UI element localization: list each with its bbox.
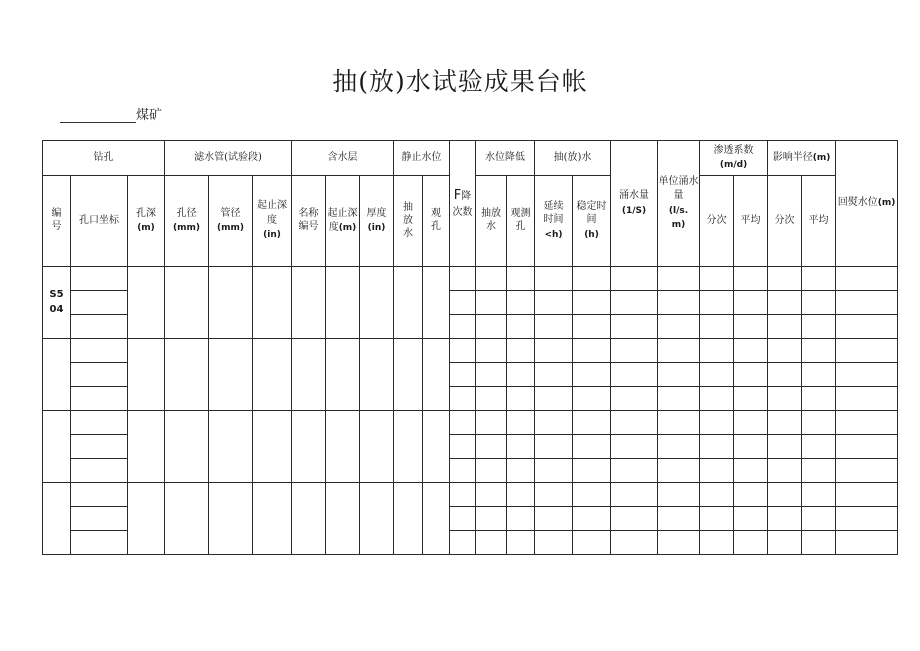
header-stable-time: 稳定时间(h) [573, 176, 611, 267]
cell-inflow[interactable] [611, 483, 658, 507]
cell-unit-inflow[interactable] [658, 411, 700, 435]
cell-depth[interactable] [128, 483, 165, 555]
mine-name-blank[interactable] [60, 108, 136, 123]
cell-radius-sub[interactable] [768, 315, 802, 339]
cell-aquifer-range[interactable] [326, 267, 360, 339]
cell-drawdown-pump[interactable] [476, 531, 507, 555]
cell-inflow[interactable] [611, 411, 658, 435]
cell-duration[interactable] [535, 315, 573, 339]
cell-static-pump[interactable] [394, 483, 423, 555]
header-drawdown-times: F降次数 [450, 141, 476, 267]
cell-duration[interactable] [535, 387, 573, 411]
cell-stable-time[interactable] [573, 387, 611, 411]
cell-number[interactable] [43, 411, 71, 483]
cell-pipe-range[interactable] [253, 339, 292, 411]
cell-stable-time[interactable] [573, 411, 611, 435]
header-drawdown-pump: 抽放水 [476, 176, 507, 267]
cell-duration[interactable] [535, 339, 573, 363]
cell-coords[interactable] [71, 507, 128, 531]
cell-duration[interactable] [535, 507, 573, 531]
cell-drawdown-pump[interactable] [476, 387, 507, 411]
cell-tube-dia[interactable] [209, 483, 253, 555]
cell-duration[interactable] [535, 531, 573, 555]
cell-coords[interactable] [71, 531, 128, 555]
cell-perm-sub[interactable] [700, 315, 734, 339]
header-coords: 孔口坐标 [71, 176, 128, 267]
cell-radius-avg[interactable] [802, 531, 836, 555]
cell-stable-time[interactable] [573, 483, 611, 507]
header-aquifer-name: 名称编号 [292, 176, 326, 267]
cell-drawdown-times[interactable] [450, 483, 476, 507]
cell-recovery-level[interactable] [836, 435, 898, 459]
header-duration: 延续时间 <h) [535, 176, 573, 267]
cell-radius-avg[interactable] [802, 363, 836, 387]
page-title: 抽(放)水试验成果台帐 [332, 67, 588, 96]
cell-drawdown-obs[interactable] [507, 507, 535, 531]
cell-radius-sub[interactable] [768, 483, 802, 507]
cell-stable-time[interactable] [573, 507, 611, 531]
cell-drawdown-times[interactable] [450, 435, 476, 459]
header-drawdown-obs: 观测孔 [507, 176, 535, 267]
cell-drawdown-times[interactable] [450, 339, 476, 363]
group-permeability: 渗透系数(m/d) [700, 141, 768, 176]
group-filter-pipe: 滤水管(试验段) [165, 141, 292, 176]
cell-stable-time[interactable] [573, 435, 611, 459]
cell-perm-avg[interactable] [734, 315, 768, 339]
cell-radius-sub[interactable] [768, 339, 802, 363]
cell-number[interactable] [43, 339, 71, 411]
cell-aquifer-thickness[interactable] [360, 339, 394, 411]
cell-drawdown-obs[interactable] [507, 531, 535, 555]
group-aquifer: 含水层 [292, 141, 394, 176]
header-aquifer-range: 起止深度(m) [326, 176, 360, 267]
cell-inflow[interactable] [611, 291, 658, 315]
cell-recovery-level[interactable] [836, 531, 898, 555]
cell-unit-inflow[interactable] [658, 339, 700, 363]
cell-radius-avg[interactable] [802, 435, 836, 459]
cell-drawdown-times[interactable] [450, 387, 476, 411]
cell-radius-avg[interactable] [802, 387, 836, 411]
cell-radius-sub[interactable] [768, 363, 802, 387]
cell-drawdown-obs[interactable] [507, 411, 535, 435]
group-header-row [43, 141, 898, 176]
cell-perm-sub[interactable] [700, 267, 734, 291]
cell-coords[interactable] [71, 363, 128, 387]
cell-recovery-level[interactable] [836, 387, 898, 411]
cell-depth[interactable] [128, 267, 165, 339]
cell-radius-avg[interactable] [802, 411, 836, 435]
cell-drawdown-obs[interactable] [507, 387, 535, 411]
header-inflow: 涌水量 (1/S) [611, 141, 658, 267]
cell-aquifer-thickness[interactable] [360, 411, 394, 483]
cell-radius-sub[interactable] [768, 387, 802, 411]
cell-perm-avg[interactable] [734, 339, 768, 363]
cell-radius-avg[interactable] [802, 507, 836, 531]
cell-coords[interactable] [71, 459, 128, 483]
cell-drawdown-pump[interactable] [476, 339, 507, 363]
cell-drawdown-pump[interactable] [476, 507, 507, 531]
cell-radius-sub[interactable] [768, 435, 802, 459]
cell-perm-avg[interactable] [734, 387, 768, 411]
cell-inflow[interactable] [611, 363, 658, 387]
cell-unit-inflow[interactable] [658, 267, 700, 291]
group-pumping: 抽(放)水 [535, 141, 611, 176]
cell-drawdown-pump[interactable] [476, 291, 507, 315]
cell-unit-inflow[interactable] [658, 363, 700, 387]
cell-drawdown-pump[interactable] [476, 411, 507, 435]
table-row [43, 483, 898, 507]
cell-perm-avg[interactable] [734, 267, 768, 291]
cell-radius-avg[interactable] [802, 483, 836, 507]
cell-static-obs[interactable] [423, 339, 450, 411]
cell-recovery-level[interactable] [836, 483, 898, 507]
cell-radius-sub[interactable] [768, 507, 802, 531]
cell-duration[interactable] [535, 459, 573, 483]
cell-drawdown-obs[interactable] [507, 267, 535, 291]
cell-pipe-dia[interactable] [165, 411, 209, 483]
cell-recovery-level[interactable] [836, 363, 898, 387]
cell-static-obs[interactable] [423, 483, 450, 555]
header-pipe-dia: 孔径 (mm) [165, 176, 209, 267]
cell-recovery-level[interactable] [836, 315, 898, 339]
cell-static-pump[interactable] [394, 267, 423, 339]
cell-drawdown-pump[interactable] [476, 483, 507, 507]
cell-drawdown-obs[interactable] [507, 291, 535, 315]
cell-inflow[interactable] [611, 315, 658, 339]
cell-depth[interactable] [128, 411, 165, 483]
cell-perm-avg[interactable] [734, 435, 768, 459]
results-ledger-table [42, 140, 898, 555]
cell-inflow[interactable] [611, 531, 658, 555]
header-pipe-range: 起止深度 (in) [253, 176, 292, 267]
group-drawdown: 水位降低 [476, 141, 535, 176]
cell-drawdown-pump[interactable] [476, 363, 507, 387]
cell-unit-inflow[interactable] [658, 315, 700, 339]
ledger-body [43, 267, 898, 555]
cell-aquifer-name[interactable] [292, 267, 326, 339]
cell-pipe-range[interactable] [253, 267, 292, 339]
cell-aquifer-name[interactable] [292, 411, 326, 483]
cell-coords[interactable] [71, 315, 128, 339]
cell-aquifer-thickness[interactable] [360, 483, 394, 555]
cell-inflow[interactable] [611, 435, 658, 459]
cell-coords[interactable] [71, 387, 128, 411]
cell-aquifer-name[interactable] [292, 483, 326, 555]
cell-perm-sub[interactable] [700, 483, 734, 507]
cell-static-obs[interactable] [423, 267, 450, 339]
header-radius-avg: 平均 [802, 176, 836, 267]
cell-perm-sub[interactable] [700, 531, 734, 555]
cell-perm-avg[interactable] [734, 507, 768, 531]
cell-radius-avg[interactable] [802, 291, 836, 315]
record-number-line1: S5 [49, 289, 64, 300]
cell-drawdown-obs[interactable] [507, 483, 535, 507]
cell-drawdown-obs[interactable] [507, 315, 535, 339]
cell-perm-avg[interactable] [734, 483, 768, 507]
cell-drawdown-obs[interactable] [507, 339, 535, 363]
cell-stable-time[interactable] [573, 339, 611, 363]
cell-inflow[interactable] [611, 339, 658, 363]
cell-drawdown-times[interactable] [450, 267, 476, 291]
cell-aquifer-range[interactable] [326, 411, 360, 483]
cell-drawdown-obs[interactable] [507, 435, 535, 459]
cell-recovery-level[interactable] [836, 411, 898, 435]
cell-stable-time[interactable] [573, 459, 611, 483]
cell-drawdown-times[interactable] [450, 507, 476, 531]
cell-inflow[interactable] [611, 267, 658, 291]
header-static-obs: 观孔 [423, 176, 450, 267]
cell-drawdown-obs[interactable] [507, 363, 535, 387]
cell-drawdown-times[interactable] [450, 315, 476, 339]
cell-stable-time[interactable] [573, 531, 611, 555]
header-aquifer-thickness: 厚度 (in) [360, 176, 394, 267]
cell-stable-time[interactable] [573, 315, 611, 339]
mine-label: 煤矿 [136, 108, 163, 123]
cell-perm-sub[interactable] [700, 339, 734, 363]
mine-name-line [60, 104, 162, 123]
table-row [43, 267, 898, 291]
group-borehole: 钻孔 [43, 141, 165, 176]
cell-unit-inflow[interactable] [658, 435, 700, 459]
header-static-pump: 抽放水 [394, 176, 423, 267]
cell-radius-avg[interactable] [802, 459, 836, 483]
header-tube-dia: 管径 (mm) [209, 176, 253, 267]
cell-stable-time[interactable] [573, 291, 611, 315]
cell-tube-dia[interactable] [209, 267, 253, 339]
cell-duration[interactable] [535, 267, 573, 291]
cell-perm-avg[interactable] [734, 363, 768, 387]
cell-coords[interactable] [71, 339, 128, 363]
cell-duration[interactable] [535, 411, 573, 435]
header-radius-sub: 分次 [768, 176, 802, 267]
cell-perm-avg[interactable] [734, 411, 768, 435]
cell-unit-inflow[interactable] [658, 483, 700, 507]
cell-perm-sub[interactable] [700, 291, 734, 315]
cell-depth[interactable] [128, 339, 165, 411]
cell-radius-avg[interactable] [802, 315, 836, 339]
record-number-line2: 04 [49, 303, 64, 315]
cell-number[interactable] [43, 267, 71, 339]
cell-recovery-level[interactable] [836, 267, 898, 291]
cell-aquifer-name[interactable] [292, 339, 326, 411]
cell-coords[interactable] [71, 435, 128, 459]
cell-perm-sub[interactable] [700, 363, 734, 387]
cell-duration[interactable] [535, 483, 573, 507]
cell-inflow[interactable] [611, 507, 658, 531]
header-depth: 孔深(m) [128, 176, 165, 267]
cell-tube-dia[interactable] [209, 411, 253, 483]
cell-drawdown-pump[interactable] [476, 435, 507, 459]
cell-perm-sub[interactable] [700, 459, 734, 483]
cell-perm-avg[interactable] [734, 291, 768, 315]
cell-recovery-level[interactable] [836, 459, 898, 483]
cell-pipe-dia[interactable] [165, 339, 209, 411]
cell-perm-sub[interactable] [700, 411, 734, 435]
cell-radius-sub[interactable] [768, 459, 802, 483]
cell-coords[interactable] [71, 411, 128, 435]
cell-coords[interactable] [71, 267, 128, 291]
cell-recovery-level[interactable] [836, 339, 898, 363]
header-recovery-level: 回熨水位(m) [836, 141, 898, 267]
cell-tube-dia[interactable] [209, 339, 253, 411]
cell-number[interactable] [43, 483, 71, 555]
cell-static-obs[interactable] [423, 411, 450, 483]
cell-radius-sub[interactable] [768, 291, 802, 315]
cell-drawdown-times[interactable] [450, 411, 476, 435]
group-influence-radius: 影响半径(m) [768, 141, 836, 176]
cell-aquifer-range[interactable] [326, 483, 360, 555]
cell-unit-inflow[interactable] [658, 291, 700, 315]
cell-perm-sub[interactable] [700, 435, 734, 459]
cell-coords[interactable] [71, 483, 128, 507]
group-static-level: 静止水位 [394, 141, 450, 176]
cell-duration[interactable] [535, 435, 573, 459]
cell-perm-sub[interactable] [700, 387, 734, 411]
cell-pipe-dia[interactable] [165, 267, 209, 339]
header-perm-sub: 分次 [700, 176, 734, 267]
cell-aquifer-range[interactable] [326, 339, 360, 411]
header-number: 编号 [43, 176, 71, 267]
header-unit-inflow: 单位涌水量 (l/s. m) [658, 141, 700, 267]
table-row [43, 339, 898, 363]
cell-drawdown-obs[interactable] [507, 459, 535, 483]
cell-drawdown-times[interactable] [450, 531, 476, 555]
cell-drawdown-pump[interactable] [476, 459, 507, 483]
cell-radius-sub[interactable] [768, 411, 802, 435]
cell-unit-inflow[interactable] [658, 531, 700, 555]
cell-drawdown-pump[interactable] [476, 315, 507, 339]
table-row [43, 411, 898, 435]
cell-stable-time[interactable] [573, 267, 611, 291]
cell-drawdown-times[interactable] [450, 363, 476, 387]
cell-unit-inflow[interactable] [658, 459, 700, 483]
cell-radius-sub[interactable] [768, 267, 802, 291]
header-perm-avg: 平均 [734, 176, 768, 267]
cell-perm-sub[interactable] [700, 507, 734, 531]
cell-recovery-level[interactable] [836, 291, 898, 315]
cell-pipe-range[interactable] [253, 411, 292, 483]
cell-stable-time[interactable] [573, 363, 611, 387]
cell-radius-avg[interactable] [802, 339, 836, 363]
cell-static-pump[interactable] [394, 411, 423, 483]
cell-perm-avg[interactable] [734, 531, 768, 555]
cell-recovery-level[interactable] [836, 507, 898, 531]
cell-radius-sub[interactable] [768, 531, 802, 555]
cell-drawdown-times[interactable] [450, 459, 476, 483]
cell-coords[interactable] [71, 291, 128, 315]
cell-static-pump[interactable] [394, 339, 423, 411]
cell-duration[interactable] [535, 363, 573, 387]
cell-duration[interactable] [535, 291, 573, 315]
cell-pipe-range[interactable] [253, 483, 292, 555]
cell-drawdown-pump[interactable] [476, 267, 507, 291]
cell-radius-avg[interactable] [802, 267, 836, 291]
cell-aquifer-thickness[interactable] [360, 267, 394, 339]
cell-drawdown-times[interactable] [450, 291, 476, 315]
cell-inflow[interactable] [611, 459, 658, 483]
cell-unit-inflow[interactable] [658, 387, 700, 411]
cell-perm-avg[interactable] [734, 459, 768, 483]
cell-unit-inflow[interactable] [658, 507, 700, 531]
cell-inflow[interactable] [611, 387, 658, 411]
cell-pipe-dia[interactable] [165, 483, 209, 555]
